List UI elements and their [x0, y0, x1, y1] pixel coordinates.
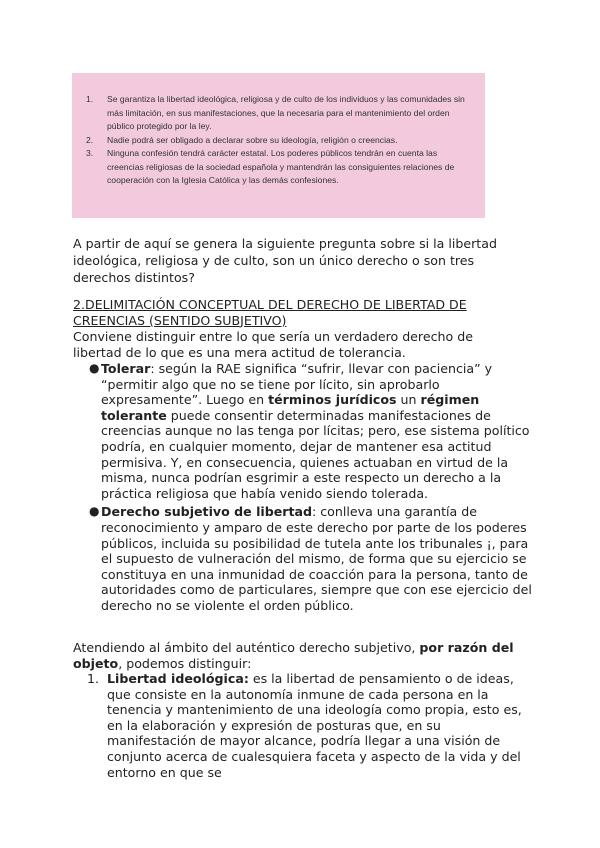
- quote-box: [72, 73, 485, 218]
- term-tolerar: Tolerar: [101, 361, 151, 376]
- paragraph-tolerance: Conviene distinguir entre lo que sería un verdadero derecho de libertad de lo que es una mera actitud de tolerancia.: [73, 329, 473, 360]
- bullet-list: [73, 361, 532, 614]
- intro-paragraph: A partir de aquí se genera la siguiente pregunta sobre si la libertad ideológica, religiosa y de culto, son un único derecho o son tres derechos distintos?: [73, 236, 497, 285]
- quote-item: 2. Nadie podrá ser obligado a declarar sobre su ideología, religión o creencias.: [86, 134, 398, 145]
- quote-item: 1. Se garantiza la libertad ideológica, religiosa y de culto de los individuos y las comunidades sin más limitación, en sus manifestaciones, que la necesaria para el mantenimiento del orden público protegido por la ley.: [86, 94, 465, 131]
- term-derecho: Derecho subjetivo de libertad: [101, 504, 313, 520]
- bullet-dot: ●: [89, 361, 100, 375]
- bullet-dot: ●: [89, 504, 100, 519]
- numbered-list: [73, 671, 523, 780]
- quote-item: 3. Ninguna confesión tendrá carácter estatal. Los poderes públicos tendrán en cuenta las creencias religiosas de la sociedad española y mantendrán las consiguientes relaciones de cooperación con la Iglesia Católica y las demás confesiones.: [86, 148, 455, 185]
- quote-list: [86, 93, 476, 188]
- bullet-item-derecho: ● Derecho subjetivo de libertad: conlleva una garantía de reconocimiento y amparo de este derecho por parte de los poderes públicos, incluida su posibilidad de tutela ante los tribunales ¡, para el supuesto de vulneración del mismo, de forma que su ejercicio se constituya en una inmunidad de coacción para la persona, tanto de autoridades como de particulares, siempre que con ese ejercicio del derecho no se violente el orden público.: [89, 504, 532, 613]
- bullet-item-tolerar: ● Tolerar: según la RAE significa “sufrir, llevar con paciencia” y “permitir algo que no se tiene por lícito, sin aprobarlo expresamente”. Luego en términos jurídicos un régimen tolerante puede consentir determinadas manifestaciones de creencias aunque no las tenga por lícitas; pero, ese sistema político podría, en cualquier momento, dejar de mantener esa actitud permisiva. Y, en consecuencia, quienes actuaban en virtud de la misma, nunca podrían esgrimir a este respecto un derecho a la práctica religiosa que había venido siendo tolerada.: [89, 361, 530, 501]
- section-title: 2.DELIMITACIÓN CONCEPTUAL DEL DERECHO DE LIBERTAD DE CREENCIAS (SENTIDO SUBJETIVO): [73, 297, 467, 328]
- paragraph-objeto: Atendiendo al ámbito del auténtico derecho subjetivo, por razón del objeto, podemos distinguir:: [73, 640, 514, 671]
- list-item-libertad-ideologica: 1. Libertad ideológica: es la libertad de pensamiento o de ideas, que consiste en la autonomía inmune de cada persona en la tenencia y mantenimiento de una ideología como propia, esto es, en la elaboración y expresión de posturas que, en su manifestación de mayor alcance, podría llegar a una visión de conjunto acerca de cualesquiera faceta y aspecto de la vida y del entorno en que se: [87, 671, 522, 780]
